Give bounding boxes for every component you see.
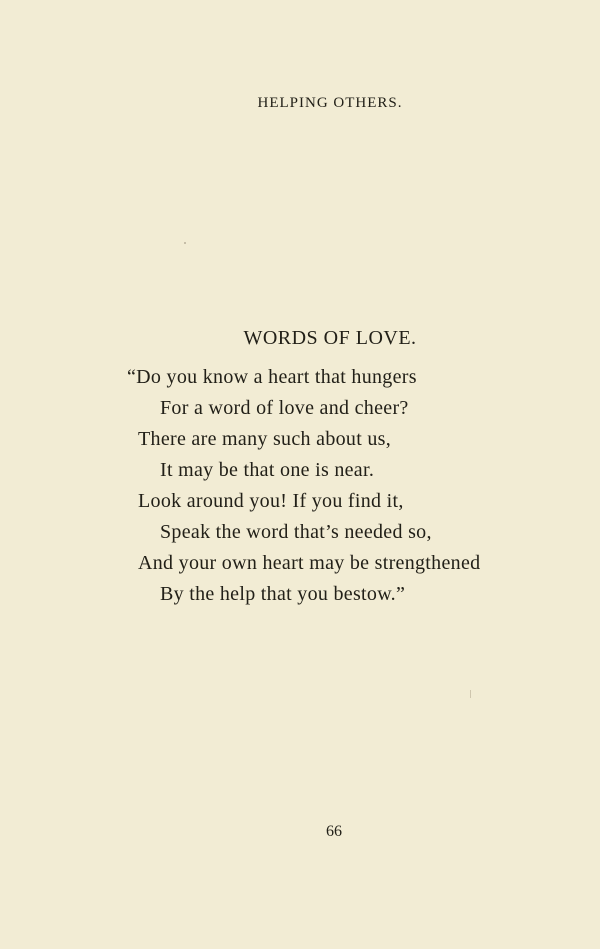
poem-line: “Do you know a heart that hungers	[127, 366, 417, 388]
poem-line: It may be that one is near.	[160, 459, 375, 481]
paper-speck	[184, 242, 186, 244]
poem-line: By the help that you bestow.”	[160, 583, 406, 605]
poem-line: And your own heart may be strengthened	[138, 552, 481, 574]
running-head: HELPING OTHERS.	[257, 95, 403, 111]
poem-line: There are many such about us,	[138, 428, 392, 450]
paper-speck	[470, 690, 471, 698]
poem-line: Speak the word that’s needed so,	[160, 521, 432, 543]
poem-title: WORDS OF LOVE.	[243, 327, 417, 349]
poem-line: For a word of love and cheer?	[160, 397, 409, 419]
poem-line: Look around you! If you find it,	[138, 490, 404, 512]
page-number: 66	[326, 823, 342, 840]
